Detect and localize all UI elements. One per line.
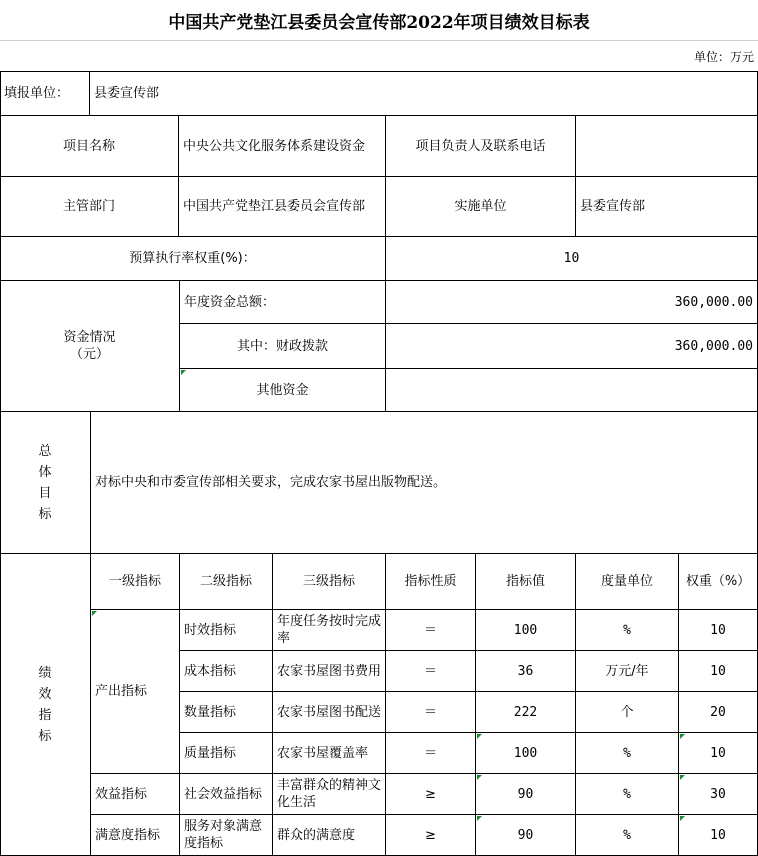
row-unit: % (576, 733, 679, 774)
row-value: 90 (476, 815, 576, 856)
row-value: 90 (476, 774, 576, 815)
cell-marker (181, 370, 186, 375)
row-level3: 群众的满意度 (273, 815, 386, 856)
dept-label: 主管部门 (0, 177, 179, 237)
row-nature: ＝ (386, 692, 476, 733)
project-leader-label: 项目负责人及联系电话 (386, 116, 576, 177)
row-weight: 10 (679, 733, 758, 774)
filler-value: 县委宣传部 (90, 72, 758, 116)
impl-label: 实施单位 (386, 177, 576, 237)
row-unit: % (576, 774, 679, 815)
funds-other-value (386, 369, 758, 412)
row-level2: 质量指标 (180, 733, 273, 774)
funds-label: 资金情况（元） (0, 281, 180, 412)
funds-total-label: 年度资金总额： (180, 281, 386, 324)
cell-marker (477, 775, 482, 780)
row-unit: 个 (576, 692, 679, 733)
header-weight: 权重（%） (679, 554, 758, 610)
row-weight: 10 (679, 651, 758, 692)
header-unit: 度量单位 (576, 554, 679, 610)
row-unit: % (576, 815, 679, 856)
unit-label: 单位：万元 (0, 41, 758, 72)
dept-value: 中国共产党垫江县委员会宣传部 (179, 177, 386, 237)
cell-marker (680, 775, 685, 780)
filler-label: 填报单位： (0, 72, 90, 116)
row-nature: ＝ (386, 733, 476, 774)
row-level2: 社会效益指标 (180, 774, 273, 815)
row-nature: ＝ (386, 610, 476, 651)
row-weight: 30 (679, 774, 758, 815)
cell-marker (680, 734, 685, 739)
header-level3: 三级指标 (273, 554, 386, 610)
row-level3: 丰富群众的精神文化生活 (273, 774, 386, 815)
funds-fiscal-value: 360,000.00 (386, 324, 758, 369)
row-level2: 时效指标 (180, 610, 273, 651)
row-value: 100 (476, 610, 576, 651)
budget-weight-label: 预算执行率权重(%)： (0, 237, 386, 281)
row-value: 222 (476, 692, 576, 733)
level1-output: 产出指标 (91, 610, 180, 774)
cell-marker (680, 816, 685, 821)
row-level3: 农家书屋图书费用 (273, 651, 386, 692)
row-unit: % (576, 610, 679, 651)
funds-other-label: 其他资金 (180, 369, 386, 412)
row-level3: 农家书屋图书配送 (273, 692, 386, 733)
project-name-value: 中央公共文化服务体系建设资金 (179, 116, 386, 177)
header-level2: 二级指标 (180, 554, 273, 610)
row-level3: 农家书屋覆盖率 (273, 733, 386, 774)
funds-total-value: 360,000.00 (386, 281, 758, 324)
row-nature: ＝ (386, 651, 476, 692)
row-level2: 数量指标 (180, 692, 273, 733)
level1-satisfaction: 满意度指标 (91, 815, 180, 856)
perf-label: 绩 效 指 标 (0, 554, 91, 856)
header-value: 指标值 (476, 554, 576, 610)
row-value: 100 (476, 733, 576, 774)
row-unit: 万元/年 (576, 651, 679, 692)
header-level1: 一级指标 (91, 554, 180, 610)
row-weight: 10 (679, 815, 758, 856)
cell-marker (477, 734, 482, 739)
goal-text: 对标中央和市委宣传部相关要求，完成农家书屋出版物配送。 (91, 412, 758, 554)
impl-value: 县委宣传部 (576, 177, 758, 237)
cell-marker (92, 611, 97, 616)
row-value: 36 (476, 651, 576, 692)
row-weight: 10 (679, 610, 758, 651)
row-nature: ≥ (386, 774, 476, 815)
row-nature: ≥ (386, 815, 476, 856)
project-leader-value (576, 116, 758, 177)
row-level3: 年度任务按时完成率 (273, 610, 386, 651)
row-level2: 服务对象满意度指标 (180, 815, 273, 856)
header-nature: 指标性质 (386, 554, 476, 610)
goal-label: 总 体 目 标 (0, 412, 91, 554)
budget-weight-value: 10 (386, 237, 758, 281)
row-weight: 20 (679, 692, 758, 733)
row-level2: 成本指标 (180, 651, 273, 692)
level1-benefit: 效益指标 (91, 774, 180, 815)
project-name-label: 项目名称 (0, 116, 179, 177)
page-title: 中国共产党垫江县委员会宣传部2022年项目绩效目标表 (0, 0, 758, 41)
cell-marker (477, 816, 482, 821)
funds-fiscal-label: 其中：财政拨款 (180, 324, 386, 369)
